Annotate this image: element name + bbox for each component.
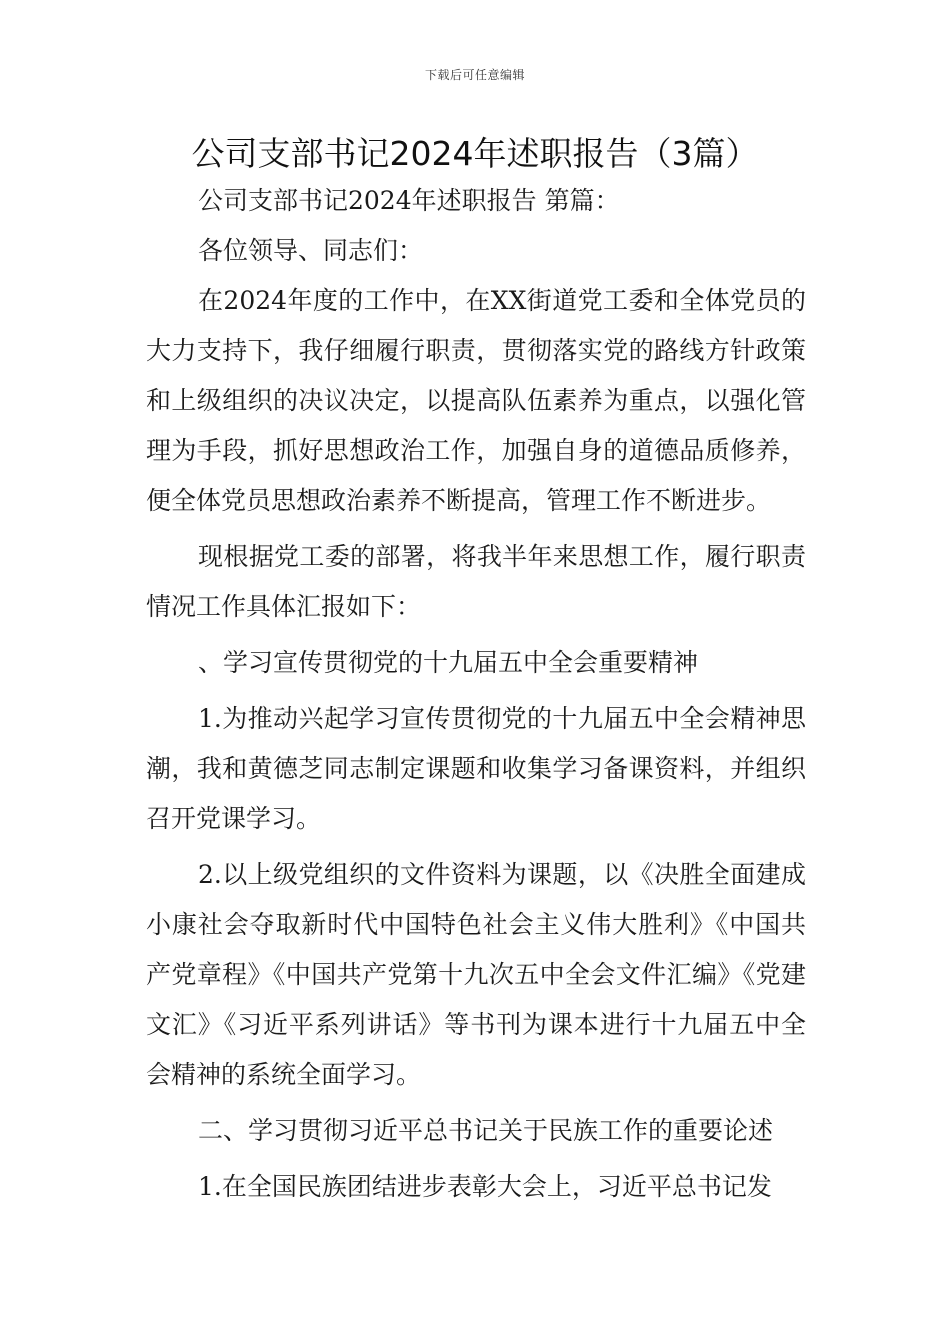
document-body — [146, 176, 806, 1212]
document-title: 公司支部书记2024年述职报告（3篇） — [191, 134, 759, 173]
section-heading-2: 二、学习贯彻习近平总书记关于民族工作的重要论述 — [198, 1116, 774, 1145]
paragraph-item-2-1: 1.在全国民族团结进步表彰大会上，习近平总书记发 — [198, 1172, 772, 1201]
salutation: 各位领导、同志们： — [198, 236, 424, 265]
paragraph-report: 现根据党工委的部署，将我半年来思想工作，履行职责情况工作具体汇报如下： — [146, 542, 806, 621]
subtitle-line: 公司支部书记2024年述职报告 第篇： — [198, 186, 620, 215]
paragraph-item-1-1: 1.为推动兴起学习宣传贯彻党的十九届五中全会精神思潮，我和黄德芝同志制定课题和收集学习备课资料，并组织召开党课学习。 — [146, 704, 806, 833]
section-heading-1: 、学习宣传贯彻党的十九届五中全会重要精神 — [198, 648, 699, 677]
header-note: 下载后可任意编辑 — [424, 68, 525, 82]
paragraph-intro: 在2024年度的工作中，在XX街道党工委和全体党员的大力支持下，我仔细履行职责，贯彻落实党的路线方针政策和上级组织的决议决定，以提高队伍素养为重点，以强化管理为手段，抓好思想政治工作，加强自身的道德品质修养，便全体党员思想政治素养不断提高，管理工作不断进步。 — [146, 286, 806, 515]
paragraph-item-1-2: 2.以上级党组织的文件资料为课题，以《决胜全面建成小康社会夺取新时代中国特色社会主义伟大胜利》《中国共产党章程》《中国共产党第十九次五中全会文件汇编》《党建文汇》《习近平系列讲话》等书刊为课本进行十九届五中全会精神的系统全面学习。 — [146, 860, 806, 1089]
